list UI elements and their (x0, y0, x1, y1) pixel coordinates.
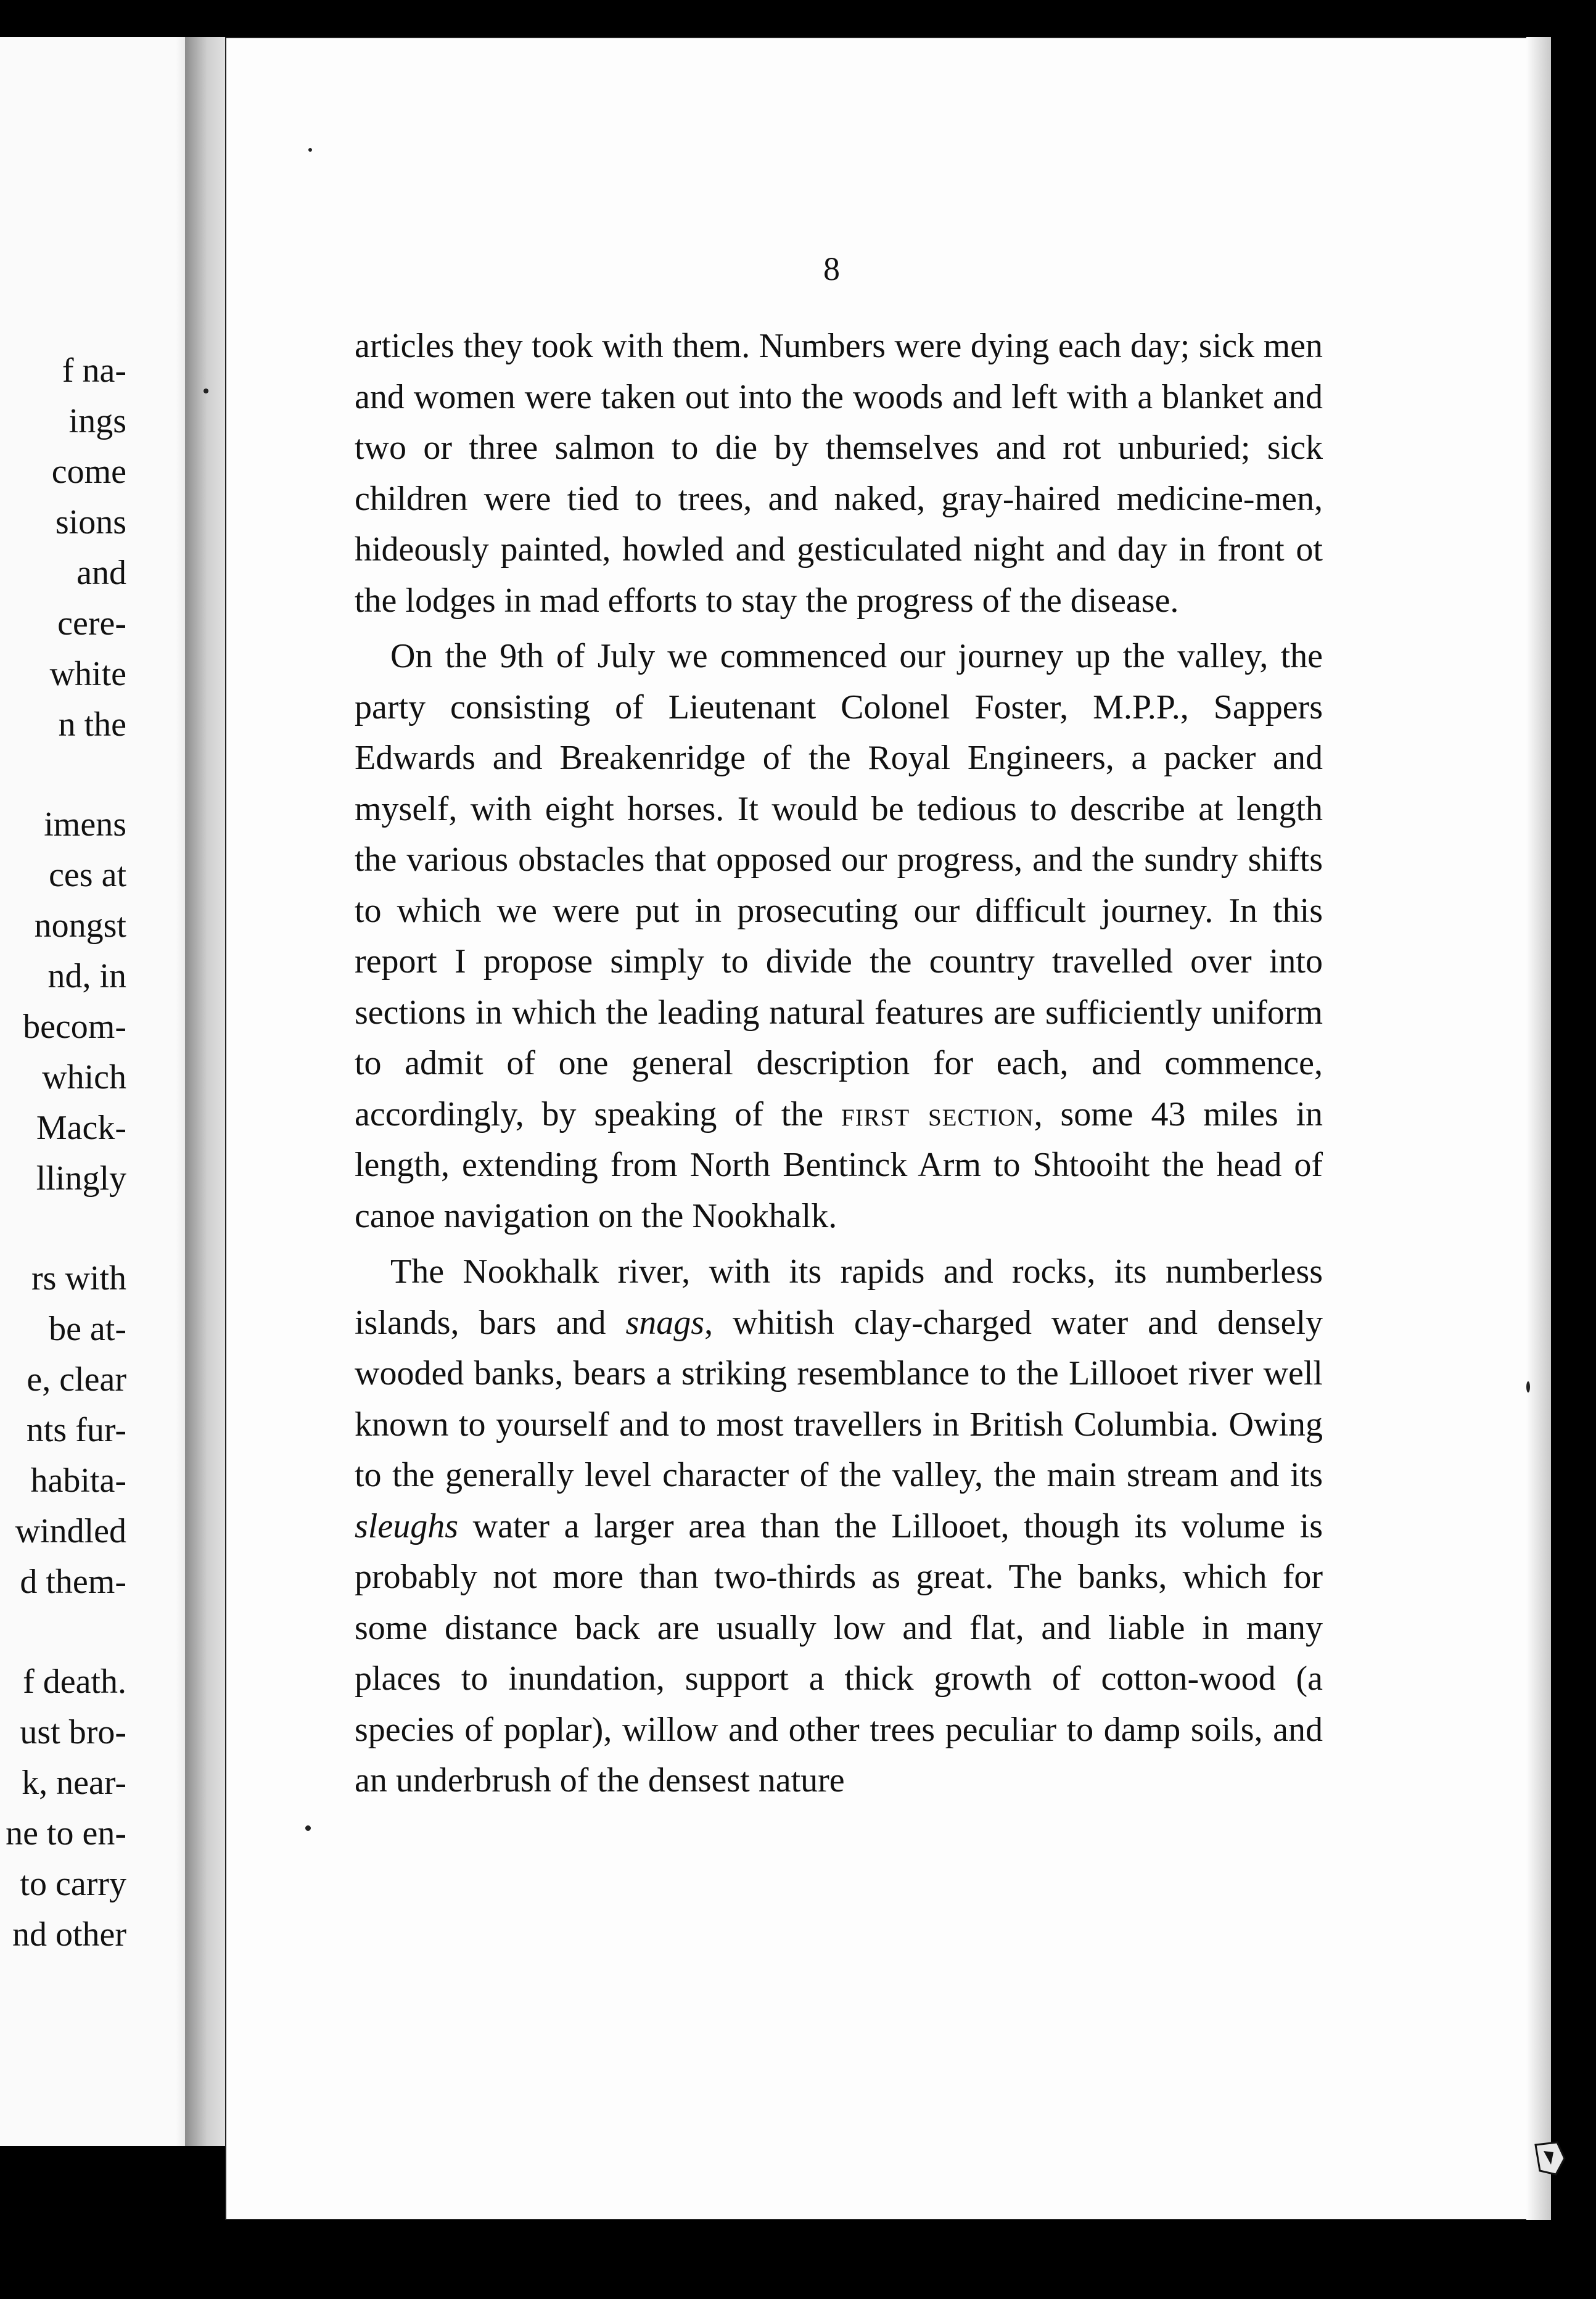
left-line: which (42, 1058, 126, 1096)
paragraph-2-continuation: , some 43 miles in length, extending from North Bentinck Arm to Shtooiht the head of canoe navigation on the Nookhalk. (355, 1095, 1323, 1235)
left-line: rs with (31, 1259, 126, 1298)
first-section-heading: first section (841, 1095, 1034, 1133)
left-line: becom- (23, 1008, 126, 1046)
left-line: llingly (36, 1159, 126, 1198)
left-line: be at- (49, 1310, 126, 1348)
left-line: f na- (62, 352, 126, 390)
paragraph-3-text-b: , whitish clay-charged water and densely wooded banks, bears a striking resemblance to the Lillooet river well known to yourself and to most travellers in British Columbia. Owing to the generally level character of the valley, the main stream and its (355, 1303, 1323, 1494)
left-line: and (76, 554, 126, 592)
scan-speck (1526, 1381, 1530, 1392)
paragraph-3 (355, 1246, 1323, 1806)
scan-speck (204, 389, 208, 393)
left-line: f death. (23, 1663, 126, 1701)
left-line: d them- (20, 1563, 126, 1601)
left-line: ings (68, 402, 126, 440)
left-line: come (51, 453, 126, 491)
page-number: 8 (823, 250, 840, 287)
paragraph-1: articles they took with them. Numbers were dying each day; sick men and women were taken out into the woods and left with a blanket and two or three salmon to die by themselves and rot unburied; sick children were tied to trees, and naked, gray-haired medicine-men, hideously painted, howled and gesticulated night and day in front ot the lodges in mad efforts to stay the progress of the disease. (355, 327, 1323, 620)
scan-speck (305, 1825, 311, 1831)
body-text (355, 321, 1323, 1811)
left-line: nd, in (47, 957, 126, 995)
left-line: ces at (49, 856, 126, 894)
left-line: windled (15, 1512, 126, 1550)
scan-blot-mark (1532, 2140, 1566, 2177)
italic-term-snags: snags (625, 1303, 705, 1342)
scan-speck (308, 148, 312, 152)
left-line: ne to en- (6, 1814, 126, 1853)
left-line: to carry (20, 1865, 126, 1903)
paragraph-2 (355, 631, 1323, 1241)
left-line: habita- (30, 1462, 126, 1500)
left-line: Mack- (36, 1109, 126, 1147)
paragraph-3-text-a: The Nookhalk river, with its rapids and rocks, its numberless islands, bars and (355, 1252, 1323, 1342)
paragraph-3-text-c: water a larger area than the Lillooet, though its volume is probably not more than two-thirds as great. The banks, which for some distance back are usually low and flat, and liable in many places to inundation, support a thick growth of cotton-wood (a species of poplar), willow and other trees peculiar to damp soils, and an underbrush of the densest nature (355, 1507, 1323, 1799)
left-line: ust bro- (20, 1713, 126, 1751)
paragraph-2-text: On the 9th of July we commenced our journey up the valley, the party consisting of Lieutenant Colonel Foster, M.P.P., Sappers Edwards and Breakenridge of the Royal Engineers, a packer and myself, with eight horses. It would be tedious to describe at length the various obstacles that opposed our progress, and the sundry shifts to which we were put in prosecuting our difficult journey. In this report I propose simply to divide the country travelled over into sections in which the leading natural features are sufficiently uniform to admit of one general description for each, and commence, accordingly, by speaking of the (355, 637, 1323, 1133)
left-line: k, near- (22, 1764, 126, 1802)
left-line: nongst (34, 907, 126, 945)
italic-term-sleughs: sleughs (355, 1507, 458, 1545)
left-page (0, 37, 213, 2146)
left-line: nts fur- (26, 1411, 126, 1449)
left-line: cere- (57, 604, 126, 643)
left-line: white (49, 655, 126, 693)
left-line: e, clear (27, 1360, 126, 1399)
left-line: sions (55, 503, 126, 541)
right-page-edge (1526, 37, 1551, 2220)
left-page-text (6, 345, 126, 1960)
left-line: imens (44, 805, 126, 844)
left-line: nd other (12, 1915, 126, 1954)
left-line: n the (58, 705, 126, 744)
